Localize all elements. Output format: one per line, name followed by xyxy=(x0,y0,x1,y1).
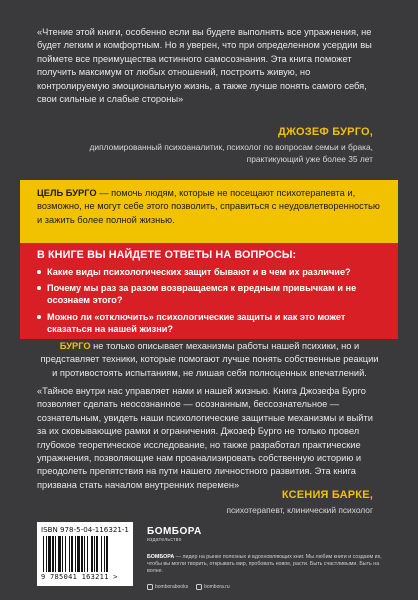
question-item xyxy=(37,266,384,278)
goal-box xyxy=(20,180,398,243)
quote-barke: «Тайное внутри нас управляет нами и нашей жизнью. Книга Джозефа Бурго позволяет сделать неосознанное — осознанным, бессознательное — сознательным, увидеть наши психологические защитные механизмы и выйти за их сковывающие рамки и ограничения. Джозеф Бурго не только провел глубокое теоретическое исследование, но также разработал практические упражнения, позволяющие нам проанализировать собственную историю и преодолеть препятствия на пути нашего личностного развития. Эта книга призвана стать началом внутренних перемен» xyxy=(37,386,373,490)
quote-barke-author-desc: психотерапевт, клинический психолог xyxy=(226,505,373,515)
isbn-label: ISBN 978-5-04-116321-1 xyxy=(41,525,129,534)
question-text: Можно ли «отключить» психологические защиты и как это может сказаться на нашей жизни? xyxy=(47,311,346,334)
globe-icon xyxy=(196,584,202,590)
publisher-socials xyxy=(147,584,230,590)
middle-text: не только описывает механизмы работы нашей психики, но и представляет техники, которые помогают лучше понять собственные реакции и противостоять испытаниям, не лишая себя полноценных впечатлений. xyxy=(40,341,379,378)
social-website xyxy=(196,584,230,590)
question-text: Какие виды психологических защит бывают и в чем их различие? xyxy=(47,267,351,277)
middle-paragraph xyxy=(37,340,382,380)
publisher-blurb-lead: БОМБОРА xyxy=(147,554,175,560)
publisher-blurb xyxy=(147,554,387,576)
question-text: Почему мы раз за разом возвращаемся к вредным привычкам и не осознаем этого? xyxy=(47,283,357,306)
social-instagram-label: bomborabooks xyxy=(155,584,189,590)
instagram-icon xyxy=(147,584,153,590)
bullet-icon xyxy=(37,315,41,319)
question-item xyxy=(37,311,384,335)
bullet-icon xyxy=(37,286,41,290)
goal-lead: ЦЕЛЬ БУРГО xyxy=(37,188,97,198)
goal-text: — помочь людям, которые не посещают психотерапевта и, возможно, не могут себе этого позволить, справиться с неудовлетворенностью и зажить более полной жизнью. xyxy=(37,188,380,225)
middle-lead: БУРГО xyxy=(59,341,91,351)
publisher-logo-text: БОМБОРА xyxy=(147,526,202,537)
quote-burgo: «Чтение этой книги, особенно если вы будете выполнять все упражнения, не будет легким и комфортным. Но я уверен, что при определенном усердии вы поймете все преимущества истинного самосознания. Эта книга поможет получить максимум от любых отношений, построить живую, но контролируемую эмоциональную жизнь, а также лучше понять самого себя, свои сильные и слабые стороны» xyxy=(37,27,372,105)
publisher-blurb-text: — лидер на рынке полезных и вдохновляющих книг. Мы любим книги и создаем их, чтобы вы могли творить, открывать мир, пробовать новое, расти. Быть счастливыми. Быть на волне. xyxy=(147,554,382,575)
barcode-digits: 9 785041 163211 > xyxy=(41,573,118,581)
publisher-logo xyxy=(147,526,202,543)
social-instagram xyxy=(147,584,188,590)
questions-list xyxy=(37,266,384,335)
publisher-logo-sub: издательство xyxy=(147,537,182,543)
questions-box xyxy=(20,243,398,339)
quote-barke-author: КСЕНИЯ БАРКЕ, xyxy=(281,489,373,501)
social-website-label: bombora.ru xyxy=(204,584,230,590)
questions-title: В КНИГЕ ВЫ НАЙДЕТЕ ОТВЕТЫ НА ВОПРОСЫ: xyxy=(37,249,297,261)
quote-burgo-author: ДЖОЗЕФ БУРГО, xyxy=(278,126,373,138)
question-item xyxy=(37,282,384,306)
quote-burgo-author-desc: дипломированный психоаналитик, психолог по вопросам семьи и брака, практикующий уже более 35 лет xyxy=(89,142,373,164)
barcode-panel xyxy=(37,522,133,586)
bullet-icon xyxy=(37,270,41,274)
barcode-icon xyxy=(41,536,129,572)
